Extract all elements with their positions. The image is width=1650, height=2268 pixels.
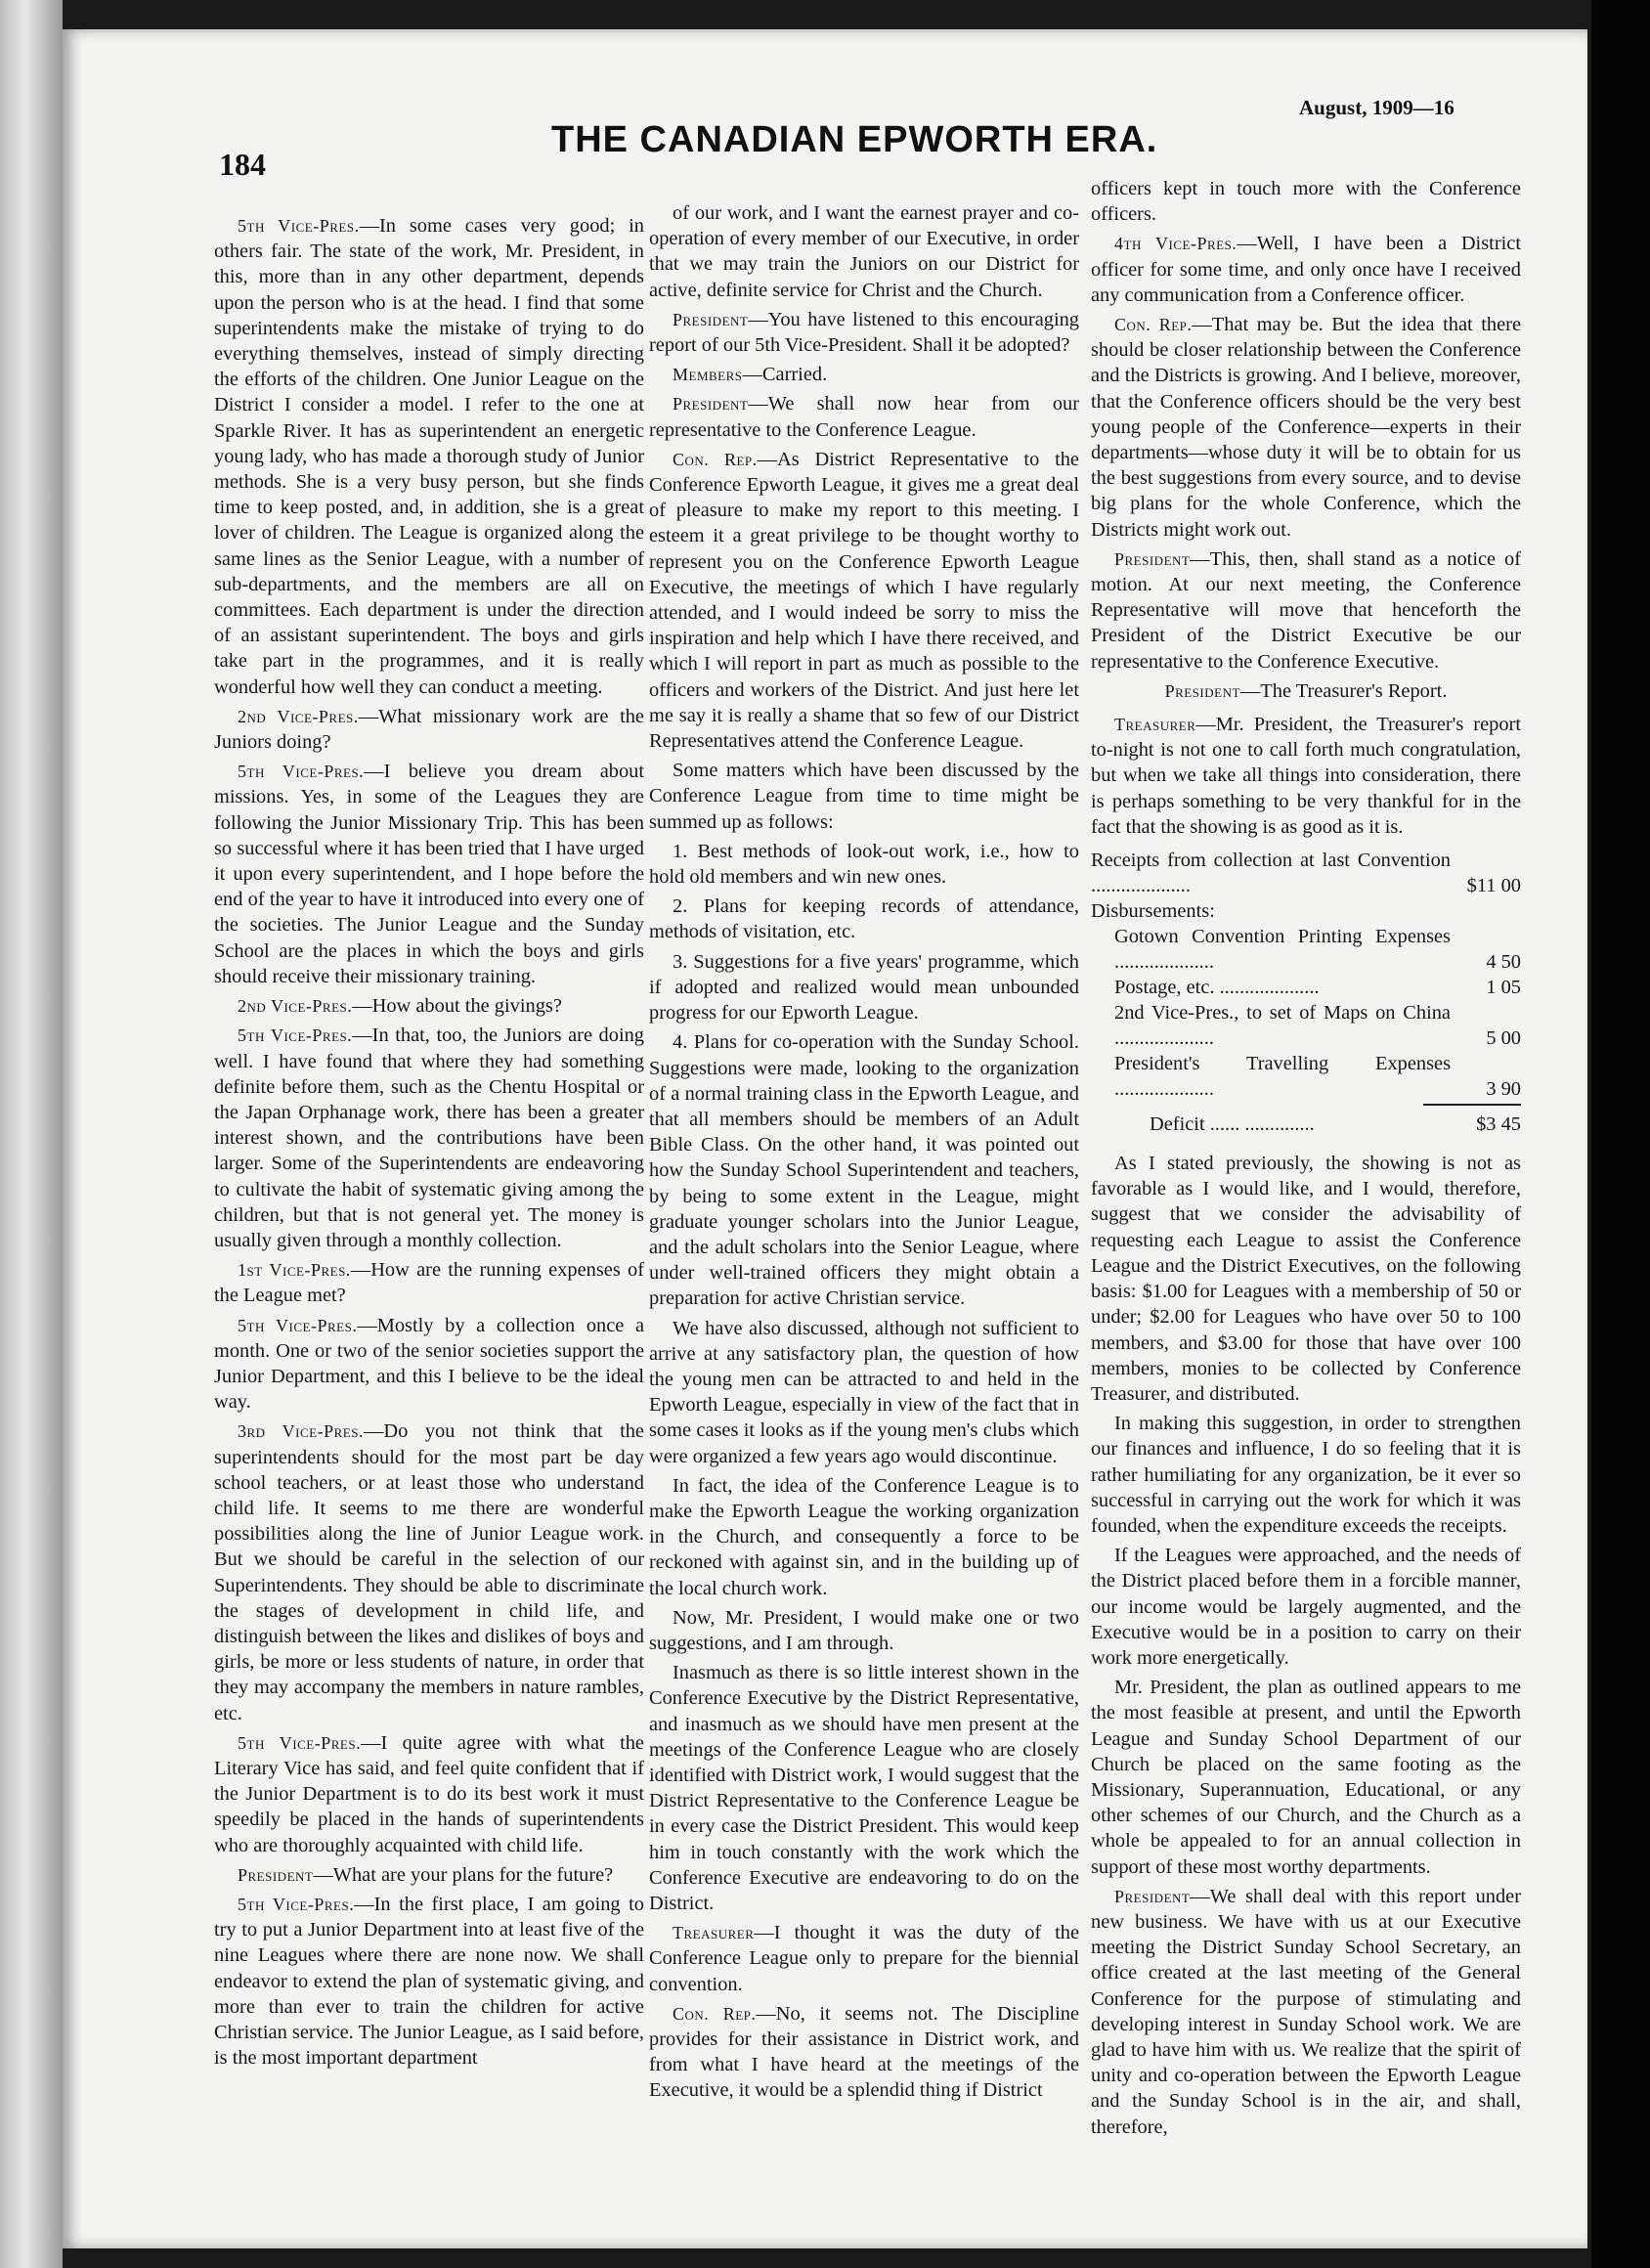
total-rule [1423,1104,1521,1106]
paragraph [1091,1411,1521,1539]
paragraph [214,1892,644,2071]
column-3-bottom [1091,1151,1521,2140]
paragraph-text: —In that, too, the Juniors are doing well. I have found that where they had something definite before them, such as the Chentu Hospital or the Japan Orphanage work, there has been a greater interest shown, and the contributions have been larger. Some of the Superintendents are endeavoring to cultivate the habit of systematic giving among the children, but that is not general yet. The money is usually given through a monthly collection. [214,1025,645,1251]
paragraph [214,1418,644,1725]
disbursement-label: Gotown Convention Printing Expenses .................... [1114,926,1451,974]
paragraph [649,1029,1079,1311]
paragraph-text: Some matters which have been discussed by the Conference League from time to time might be summed up as follows: [649,760,1079,833]
treasurer-paragraph [1091,712,1521,840]
paragraph-text: —I quite agree with what the Literary Vice has said, and feel quite confident that if the Junior Department is to do its best work it must speedily be placed in the hands of superintendents who are thoroughly acquainted with child life. [214,1731,644,1856]
paragraph [649,1473,1079,1601]
page-header [63,29,1587,182]
paragraph-text: —We shall now hear from our representative to the Conference League. [649,393,1079,441]
paragraph-text: In making this suggestion, in order to strengthen our finances and influence, I do so feeling that it is rather humiliating for any organization, be it ever so successful in carrying out the work for which it was founded, when the expenditure exceeds the receipts. [1091,1413,1521,1537]
paragraph [649,758,1079,835]
paragraph-text: We have also discussed, although not sufficient to arrive at any satisfactory plan, the question of how the young men can be attracted to and held in the Epworth League, especially in view of the fact that in some cases it looks as if the young men's clubs which were organized a few years ago would discontinue. [649,1317,1079,1467]
paragraph-text: —Do you not think that the superintendents should for the most part be day school teachers, or at least those who understand child life. It seems to me there are wonderful possibilities along the line of Junior League work. But we should be careful in the selection of our Superintendents. They should be able to discriminate the stages of development in child life, and distinguish between the likes and dislikes of boys and girls, be more or less students of nature, in order that they may accompany the members in nature rambles, etc. [214,1420,644,1724]
speaker-label: President [1114,1886,1191,1906]
paragraph [214,213,644,700]
paragraph-text: 1. Best methods of look-out work, i.e., how to hold old members and win new ones. [649,840,1079,889]
paragraph [649,839,1079,890]
paragraph [649,307,1079,358]
paragraph [214,704,644,755]
receipts-row [1091,848,1521,898]
paragraph [649,1316,1079,1469]
paragraph [1091,1675,1521,1880]
paragraph-text: —In some cases very good; in others fair. The state of the work, Mr. President, in this, more than in any other department, depends upon the person who is at the head. I find that some superintendents make the mistake of trying to do everything themselves, instead of simply directing the efforts of the children. One Junior League on the District I consider a model. I refer to the one at Sparkle River. It has as superintendent an energetic young lady, who has made a thorough study of Junior methods. She is a very busy person, but she finds time to keep posted, and, in addition, she is a great lover of children. The League is organized along the same lines as the Senior League, with a number of sub-departments, and the members are all on committees. Each department is under the direction of an assistant superintendent. The boys and girls take part in the programmes, and it is really wonderful how well they can conduct a meeting. [214,215,645,698]
disbursement-amount: 5 00 [1486,1027,1521,1050]
report-heading-text: —The Treasurer's Report. [1239,679,1448,702]
disbursement-row [1091,975,1521,1000]
disbursement-row [1091,1000,1521,1051]
page-number: 184 [219,147,266,182]
paragraph-text: In fact, the idea of the Conference League is to make the Epworth League the working organization in the Church, and consequently a force to be reckoned with against sin, and in the building up of the local church work. [649,1474,1079,1599]
column-3 [1091,176,1521,2144]
speaker-label: Members [673,365,743,385]
disbursement-amount: 3 90 [1486,1078,1521,1101]
receipts-label: Receipts from collection at last Convention .................... [1091,850,1451,897]
paragraph-text: —I thought it was the duty of the Conference League only to prepare for the biennial convention. [649,1922,1079,1995]
speaker-label: 5th Vice-Pres. [238,1315,358,1335]
paragraph [1091,1543,1521,1671]
column-1 [214,213,644,2074]
paragraph [1091,1151,1521,1407]
paragraph-text: As I stated previously, the showing is not as favorable as I would like, and I would, therefore, suggest that we consider the advisability of requesting each League to assist the Conference League and the District Executives, on the following basis: $1.00 for Leagues with a membership of 50 or under; $2.00 for Leagues who have over 50 to 100 members, and $3.00 for those that have over 100 members, monies to be collected by Conference Treasurer, and distributed. [1091,1153,1521,1405]
speaker-label: 2nd Vice-Pres. [238,706,359,726]
paragraph [649,200,1079,303]
disbursement-amount: 4 50 [1486,951,1521,974]
finance-statement [1091,848,1521,1137]
speaker-label: 5th Vice-Pres. [238,1732,362,1753]
paragraph-text: —I believe you dream about missions. Yes, in some of the Leagues they are following the Junior Missionary Trip. This has been so successful where it has been tried that I have urged it upon every superintendent, and I hope before the end of the year to have it introduced into every one of the societies. The Junior League and the Sunday School are the places in which the boys and girls should receive their missionary training. [214,761,645,987]
page-title: THE CANADIAN EPWORTH ERA. [551,119,1158,160]
speaker-label: 3rd Vice-Pres. [238,1421,364,1442]
magazine-page [63,29,1587,2248]
paragraph [214,1257,644,1308]
paragraph-text: —Mostly by a collection once a month. One or two of the senior societies support the Junior Department, and this I believe to be the ideal way. [214,1314,645,1414]
speaker-label: President [238,1864,314,1885]
paragraph-text: If the Leagues were approached, and the needs of the District placed before them in a forcible manner, our income would be largely augmented, and the Executive would be in a position to carry on their work more energetically. [1091,1545,1521,1669]
disbursement-label: 2nd Vice-Pres., to set of Maps on China .................... [1114,1002,1451,1050]
speaker-label: President [1114,548,1191,569]
deficit-label: Deficit ...... .............. [1150,1113,1315,1136]
speaker-label: 5th Vice-Pres. [238,762,365,782]
paragraph-text: Inasmuch as there is so little interest shown in the Conference Executive by the District Representative, and inasmuch as we should have men present at the meetings of the Conference League who are closely identified with District work, I would suggest that the District Representative to the Conference League be in every case the District President. This would keep him in touch constantly with the work which the Conference Executive are endeavoring to do on the District. [649,1662,1079,1914]
page-edge [1591,0,1650,2268]
disbursement-items [1091,924,1521,1102]
disbursement-row [1091,1051,1521,1102]
disbursement-amount: 1 05 [1486,977,1521,999]
paragraph [1091,231,1521,308]
paragraph-text: officers kept in touch more with the Conference officers. [1091,178,1521,226]
paragraph [649,2001,1079,2104]
paragraph-text: —Well, I have been a District officer for some time, and only once have I received any communication from a Conference officer. [1091,233,1521,306]
paragraph-text: —In the first place, I am going to try to put a Junior Department into at least five of the nine Leagues where there are none now. We shall endeavor to extend the plan of systematic giving, and more than ever to train the children for active Christian service. The Junior League, as I said before, is the most important department [214,1894,644,2070]
paragraph [649,362,1079,387]
paragraph-text: —How about the givings? [352,995,562,1018]
paragraph-text: —What missionary work are the Juniors doing? [214,705,644,754]
paragraph [214,993,644,1019]
paragraph [649,1660,1079,1916]
deficit-amount: $3 45 [1476,1113,1521,1136]
disbursement-label: President's Travelling Expenses .................... [1114,1053,1451,1101]
paragraph [214,1862,644,1888]
paragraph [649,894,1079,944]
deficit-row [1091,1112,1521,1137]
paragraph-text: —That may be. But the idea that there should be closer relationship between the Conference and the Districts is growing. And I believe, moreover, that the Conference officers should be the very best young people of the Conference—experts in their departments—whose duty it will be to obtain for us the best suggestions from every source, and to devise big plans for the whole Conference, which the Districts might work out. [1091,314,1521,541]
paragraph [214,759,644,989]
speaker-label: 5th Vice-Pres. [238,1025,353,1046]
speaker-label: 4th Vice-Pres. [1114,234,1238,254]
paragraph-text: —How are the running expenses of the League met? [214,1259,644,1307]
disbursement-row [1091,924,1521,975]
paragraph-text: 2. Plans for keeping records of attendance, methods of visitation, etc. [649,895,1079,943]
speaker-label: President [673,309,749,329]
disbursements-row [1091,898,1521,924]
paragraph-text: Mr. President, the plan as outlined appears to me the most feasible at present, and until the Epworth League and Sunday School Department of our Church be placed on the same footing as the Missionary, Superannuation, Educational, or any other schemes of our Church, and the Church as a whole be appealed to for an annual collection in support of these most worthy departments. [1091,1677,1521,1878]
paragraph [1091,176,1521,227]
speaker-label: Con. Rep. [673,449,758,469]
paragraph-text: —No, it seems not. The Discipline provides for their assistance in District work, and from what I have heard at the meetings of the Executive, it would be a splendid thing if District [649,2002,1079,2102]
treasurer-speaker: Treasurer [1114,715,1196,735]
speaker-label: Con. Rep. [1114,315,1193,335]
paragraph [649,447,1079,754]
paragraph-text: —You have listened to this encouraging report of our 5th Vice-President. Shall it be adopted? [649,308,1079,357]
issue-date: August, 1909—16 [1299,96,1455,119]
report-heading-speaker: President [1164,680,1240,701]
speaker-label: 5th Vice-Pres. [238,216,360,236]
paragraph [214,1023,644,1253]
paragraph-text: —This, then, shall stand as a notice of motion. At our next meeting, the Conference Representative will move that henceforth the President of the District Executive be our representative to the Conference Executive. [1091,547,1521,673]
paragraph-text: 3. Suggestions for a five years' programme, which if adopted and realized would mean unbounded progress for our Epworth League. [649,950,1079,1025]
paragraph [1091,312,1521,543]
speaker-label: Con. Rep. [673,2003,757,2024]
paragraph [649,1605,1079,1656]
paragraph [214,1313,644,1416]
paragraph-text: Now, Mr. President, I would make one or two suggestions, and I am through. [649,1606,1079,1654]
disbursement-label: Postage, etc. .................... [1114,977,1320,999]
paragraph-text: 4. Plans for co-operation with the Sunday School. Suggestions were made, looking to the organization of a normal training class in the Epworth League, and that all members should be members of an Adult Bible Class. On the other hand, it was pointed out how the Sunday School Superintendent and teachers, by being to some extent in the League, might graduate younger scholars into the Junior League, and the adult scholars into the Senior League, where under well-trained officers they might obtain a preparation for active Christian service. [649,1031,1079,1310]
paragraph-text: —As District Representative to the Conference Epworth League, it gives me a great deal of pleasure to make my report to this meeting. I esteem it a great privilege to be thought worthy to represent you on the Conference Epworth League Executive, the meetings of which I have regularly attended, and I would indeed be sorry to miss the inspiration and help which I have there received, and which I will report in part as much as possible to the officers and workers of the District. And just here let me say it is really a shame that so few of our District Representatives attend the Conference League. [649,448,1079,753]
receipts-amount: $11 00 [1466,875,1521,897]
speaker-label: 1st Vice-Pres. [238,1260,351,1281]
column-2 [649,200,1079,2108]
treasurer-text: —Mr. President, the Treasurer's report to-night is not one to call forth much congratulation, but when we take all things into consideration, there is perhaps something to be very thankful for in the fact that the showing is as good as it is. [1091,714,1521,838]
paragraph [649,949,1079,1026]
paragraph-text: —Carried. [742,364,828,386]
paragraph [214,1730,644,1858]
paragraph-text: —What are your plans for the future? [313,1863,614,1886]
column-3-top [1091,176,1521,675]
book-spine [0,0,63,2268]
paragraph-text: of our work, and I want the earnest prayer and co-operation of every member of our Executive, in order that we may train the Juniors on our District for active, definite service for Christ and the Church. [649,202,1079,301]
paragraph [649,1920,1079,1997]
speaker-label: President [673,394,749,414]
speaker-label: 5th Vice-Pres. [238,1895,355,1914]
paragraph [1091,1884,1521,2140]
paragraph [649,391,1079,442]
speaker-label: 2nd Vice-Pres. [238,996,353,1017]
paragraph-text: —We shall deal with this report under new business. We have with us at our Executive meeting the District Sunday School Secretary, an office created at the last meeting of the General Conference for the purpose of stimulating and developing interest in Sunday School work. We are glad to have him with us. We realize that the spirit of unity and co-operation between the Epworth League and the Sunday School is in the air, and shall, therefore, [1091,1885,1521,2138]
disbursements-label: Disbursements: [1091,900,1215,923]
paragraph [1091,546,1521,675]
speaker-label: Treasurer [673,1923,755,1943]
report-heading [1091,678,1521,704]
